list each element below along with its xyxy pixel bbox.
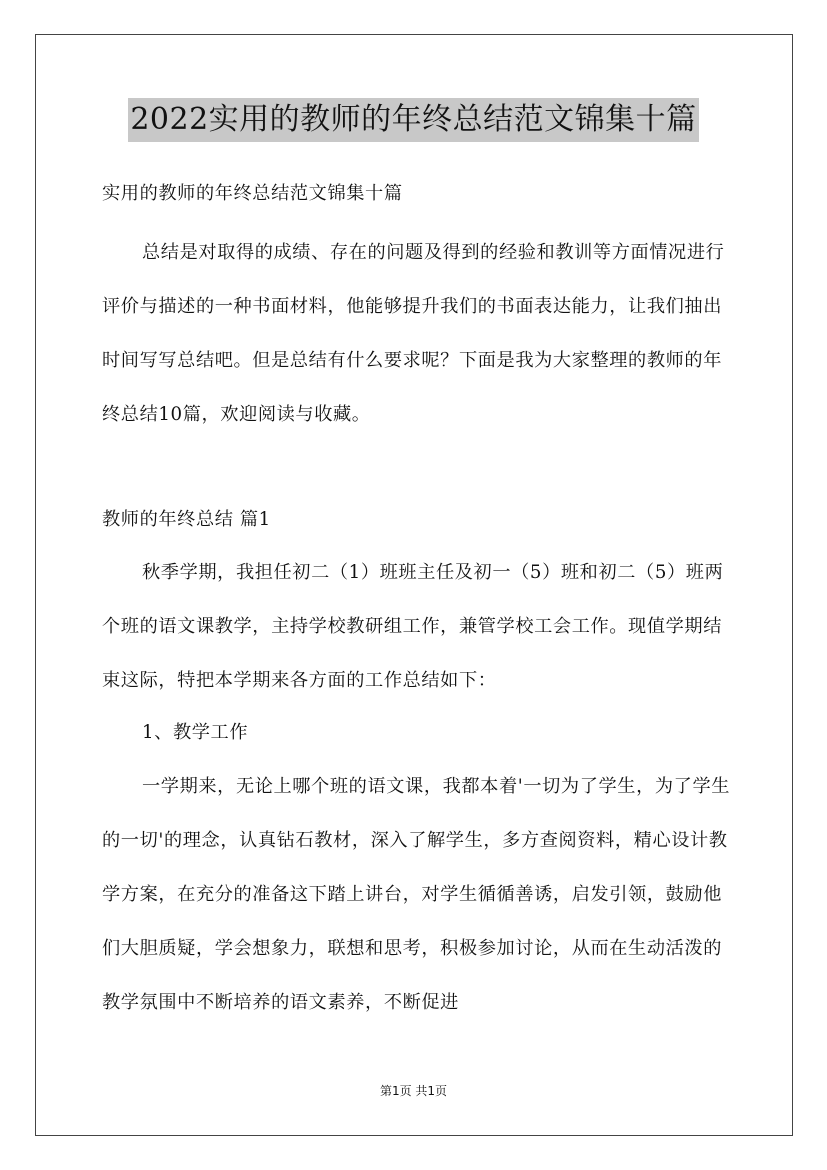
section-paragraph-2: 一学期来，无论上哪个班的语文课，我都本着'一切为了学生，为了学生的一切'的理念，认真钻石教材，深入了解学生，多方查阅资料，精心设计教学方案，在充分的准备这下踏上讲台，对学生循循善诱，启发引领，鼓励他们大胆质疑，学会想象力，联想和思考，积极参加讨论，从而在生动活泼的教学氛围中不断培养的语文素养，不断促进 bbox=[102, 776, 731, 1013]
document-title-text: 2022实用的教师的年终总结范文锦集十篇 bbox=[128, 98, 698, 142]
section-heading: 教师的年终总结 篇1 bbox=[102, 509, 271, 530]
section-paragraph-1: 秋季学期，我担任初二（1）班班主任及初一（5）班和初二（5）班两个班的语文课教学，主持学校教研组工作，兼管学校工会工作。现值学期结束这际，特把本学期来各方面的工作总结如下： bbox=[102, 562, 724, 691]
document-subheading: 实用的教师的年终总结范文锦集十篇 bbox=[102, 183, 403, 204]
intro-paragraph: 总结是对取得的成绩、存在的问题及得到的经验和教训等方面情况进行评价与描述的一种书面材料，他能够提升我们的书面表达能力，让我们抽出时间写写总结吧。但是总结有什么要求呢？下面是我为大家整理的教师的年终总结10篇，欢迎阅读与收藏。 bbox=[102, 242, 725, 425]
list-item-teaching-work: 1、教学工作 bbox=[142, 722, 249, 743]
document-title bbox=[0, 98, 827, 142]
page-footer: 第1页 共1页 bbox=[379, 1084, 448, 1098]
